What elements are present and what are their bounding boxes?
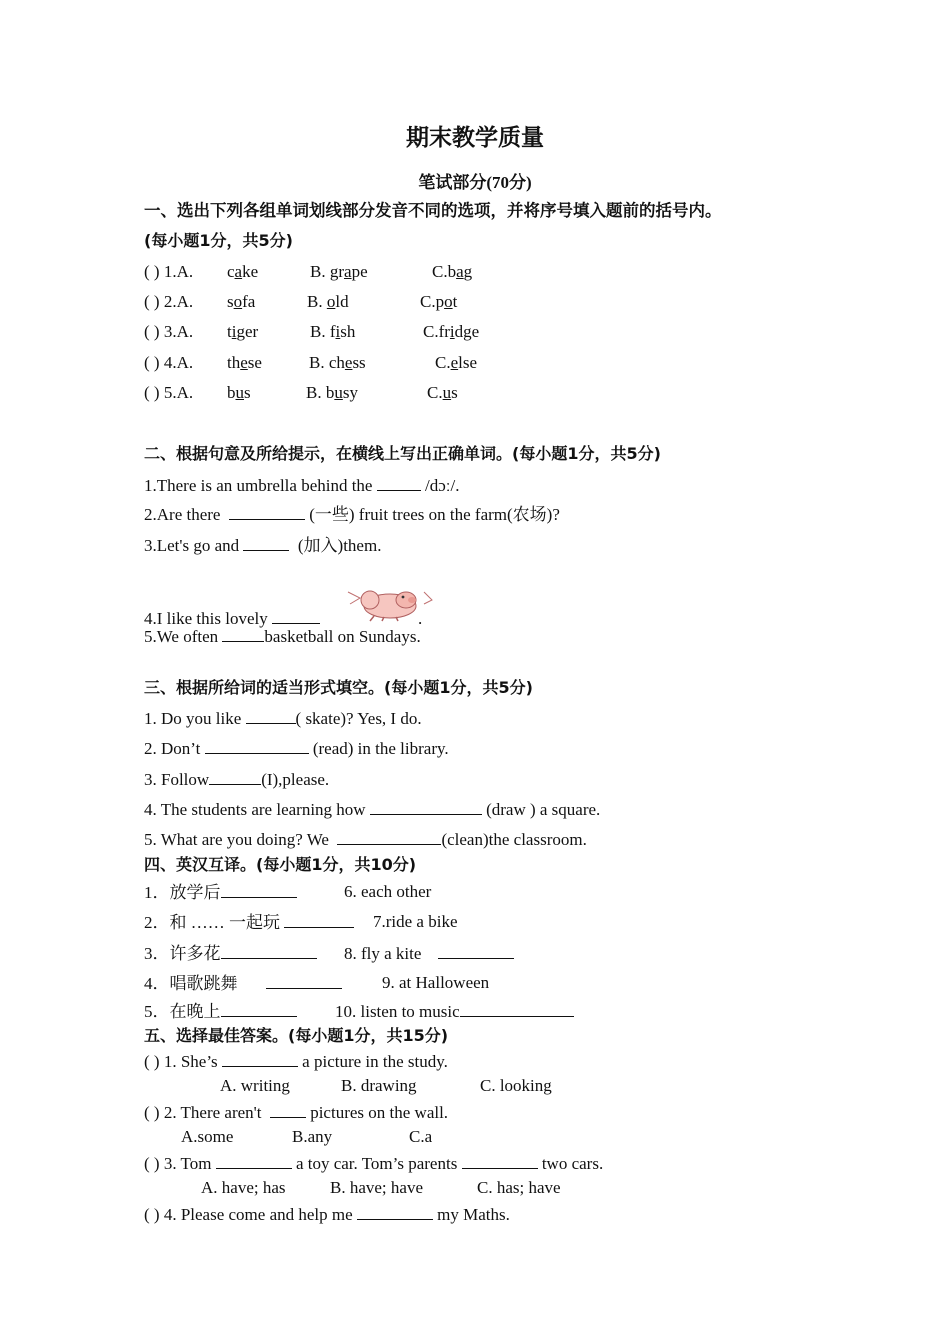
section4-item-5: 5．在晚上 (144, 1001, 297, 1022)
section5-q2-option-a: A.some (181, 1127, 234, 1146)
section5-heading: 五、选择最佳答案。(每小题1分，共15分) (144, 1026, 449, 1045)
section4-heading: 四、英汉互译。(每小题1分，共10分) (144, 855, 417, 874)
section5-question-2: ( ) 2. There aren't pictures on the wall. (144, 1103, 449, 1122)
section4-item-4: 4．唱歌跳舞 (144, 973, 342, 994)
section5-q2-option-c: C.a (409, 1127, 433, 1146)
section5-q3-option-a: A. have; has (201, 1178, 286, 1197)
section4-item-10: 10. listen to music (335, 1001, 574, 1022)
section4-item-2: 2．和 …… 一起玩 (144, 912, 354, 933)
section5-q3-option-b: B. have; have (330, 1178, 423, 1197)
section4-item-8: 8. fly a kite (344, 943, 514, 964)
section2-line-4: 4.I like this lovely . (144, 609, 423, 628)
section3-heading: 三、根据所给词的适当形式填空。(每小题1分，共5分) (144, 678, 533, 697)
page-title: 期末教学质量 (406, 125, 544, 151)
section5-question-3: ( ) 3. Tom a toy car. Tom’s parents two cars. (144, 1154, 604, 1173)
section5-q1-option-a: A. writing (220, 1076, 290, 1095)
section4-item-6: 6. each other (344, 882, 432, 901)
section4-item-3: 3．许多花 (144, 943, 317, 964)
section4-item-1: 1．放学后 (144, 882, 297, 903)
section1-heading: 一、选出下列各组单词划线部分发音不同的选项，并将序号填入题前的括号内。 (144, 201, 722, 220)
section1-score: (每小题1分，共5分) (144, 231, 293, 250)
section2-line-2: 2.Are there (一些) fruit trees on the farm(农场)? (144, 505, 560, 524)
section5-q3-option-c: C. has; have (477, 1178, 561, 1197)
section4-item-9: 9. at Halloween (382, 973, 490, 992)
section3-line-4: 4. The students are learning how (draw ) a square. (144, 800, 601, 819)
section2-heading: 二、根据句意及所给提示，在横线上写出正确单词。(每小题1分，共5分) (144, 444, 661, 463)
section4-item-7: 7.ride a bike (373, 912, 458, 931)
section2-line-5: 5.We often basketball on Sundays. (144, 627, 421, 646)
section5-question-4: ( ) 4. Please come and help me my Maths. (144, 1205, 510, 1224)
section2-line-1: 1.There is an umbrella behind the /dɔː/. (144, 476, 460, 495)
page-subtitle: 笔试部分(70分) (418, 173, 532, 192)
section5-q1-option-c: C. looking (480, 1076, 552, 1095)
section3-line-3: 3. Follow (I),please. (144, 770, 330, 789)
section3-line-1: 1. Do you like ( skate)? Yes, I do. (144, 709, 422, 728)
section5-q1-option-b: B. drawing (341, 1076, 417, 1095)
section2-line-3: 3.Let's go and (加入)them. (144, 536, 382, 555)
section3-line-2: 2. Don’t (read) in the library. (144, 739, 449, 758)
section5-question-1: ( ) 1. She’s a picture in the study. (144, 1052, 448, 1071)
pig-picture (340, 586, 436, 622)
section5-q2-option-b: B.any (292, 1127, 333, 1146)
section3-line-5: 5. What are you doing? We (clean)the classroom. (144, 830, 587, 849)
